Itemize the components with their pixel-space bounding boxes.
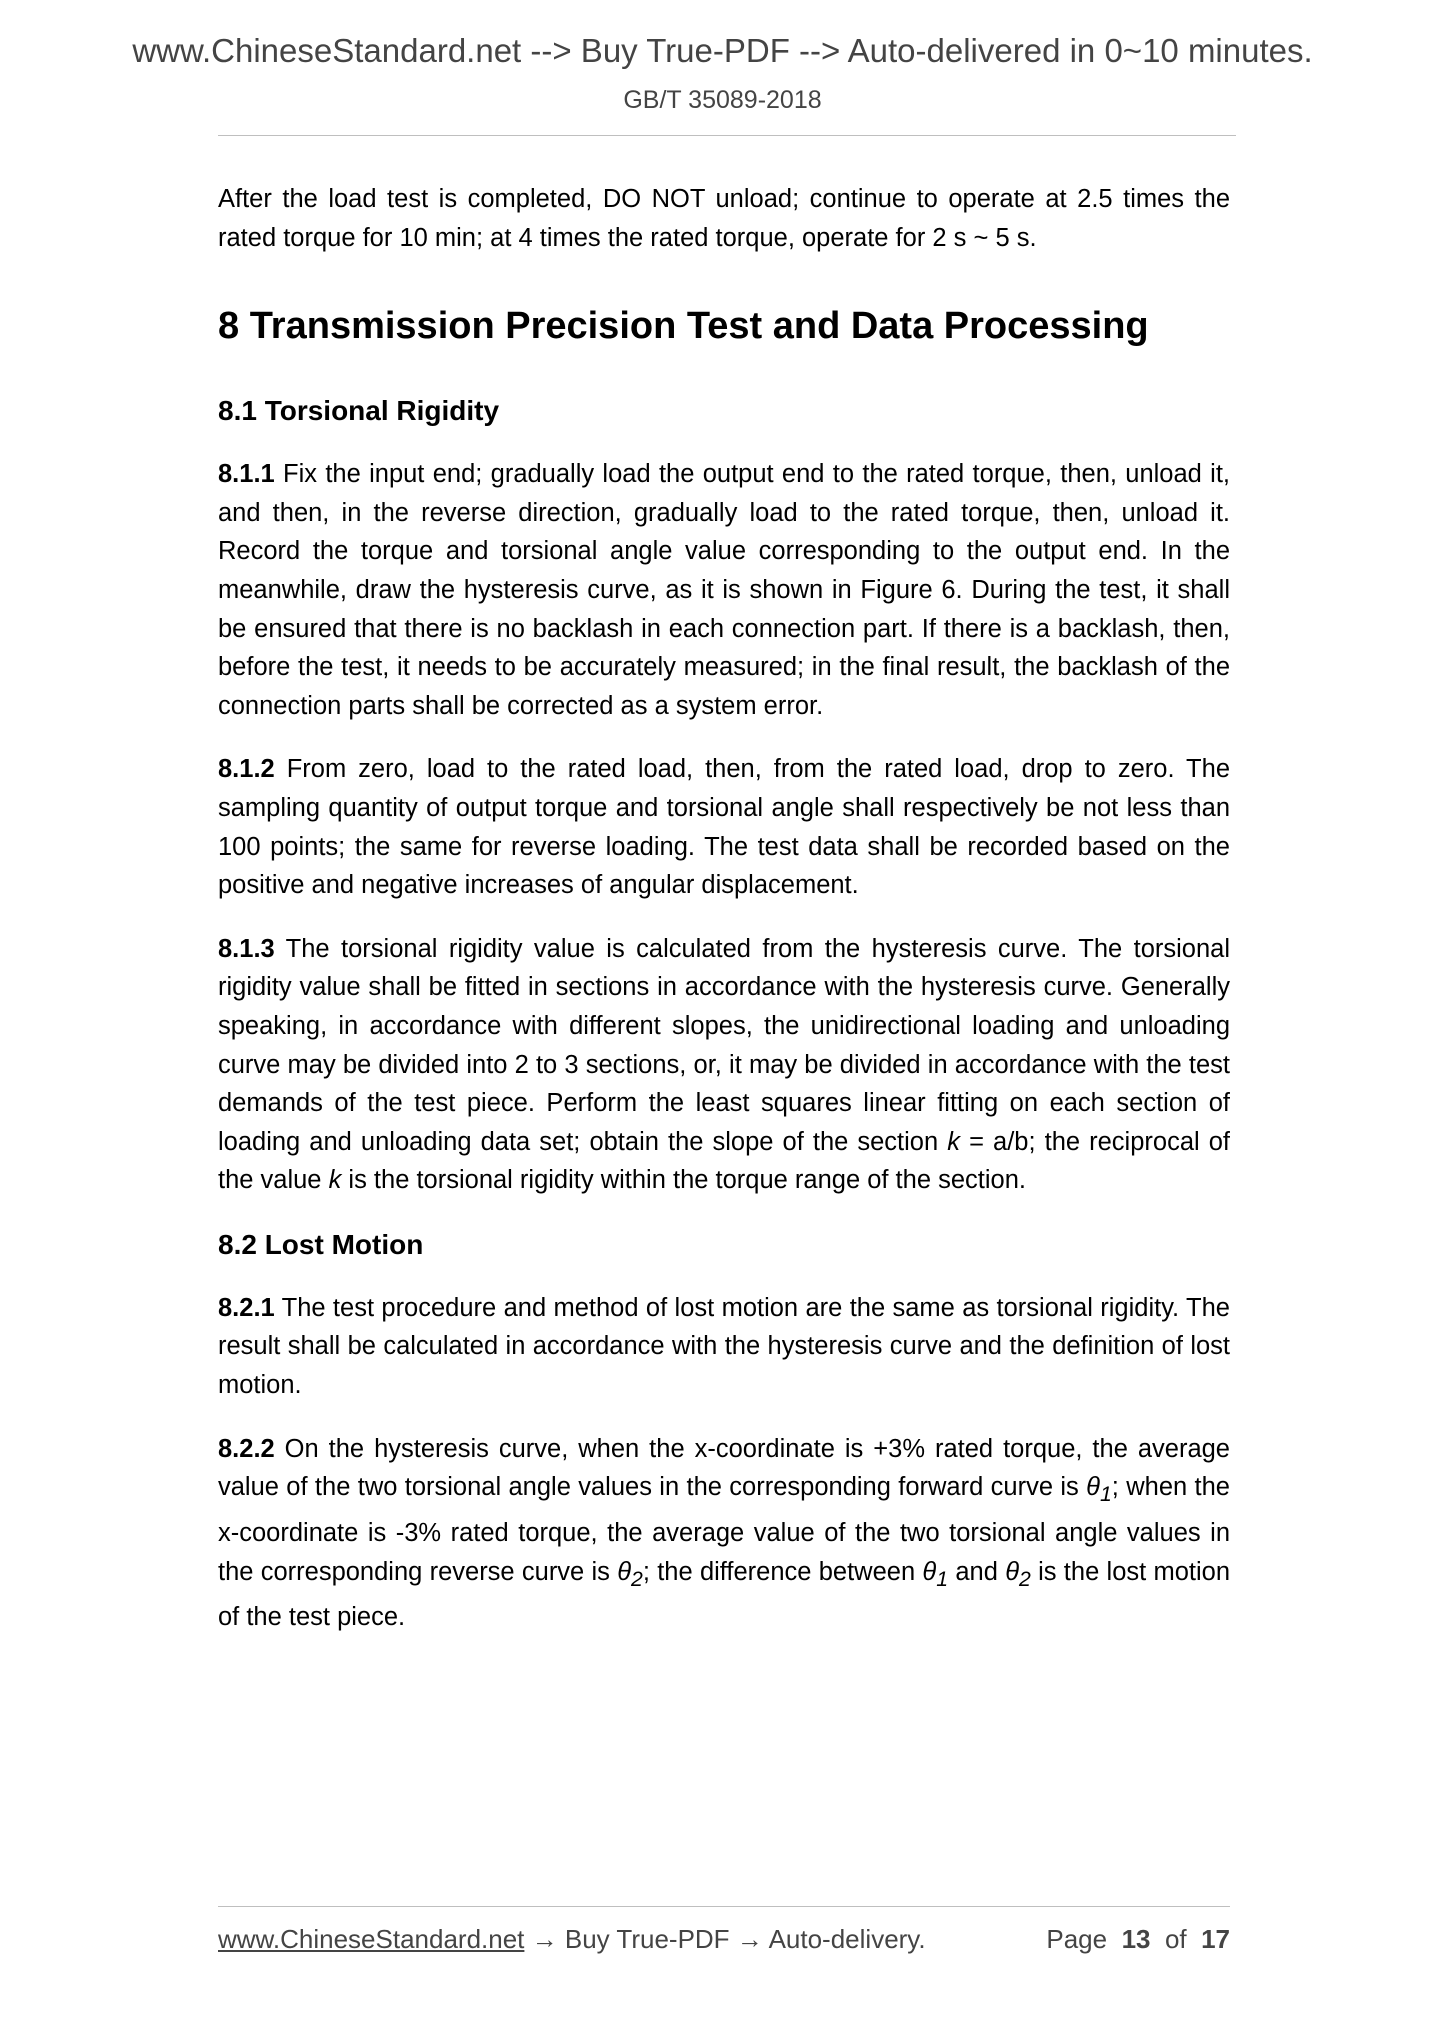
clause-number: 8.2.2 (218, 1434, 275, 1463)
header-divider (218, 135, 1236, 136)
clause-8-2-2 (218, 1430, 1230, 1637)
clause-text: On the hysteresis curve, when the x-coordinate is +3% rated torque, the average value of the two torsional angle values in the corresponding forward curve is (218, 1434, 1230, 1502)
clause-text: Fix the input end; gradually load the output end to the rated torque, then, unload it, and then, in the reverse direction, gradually load to the rated torque, then, unload it. Record the torque and torsional angle value corresponding to the output end. In the meanwhile, draw the hysteresis curve, as it is shown in Figure 6. During the test, it shall be ensured that there is no backlash in each connection part. If there is a backlash, then, before the test, it needs to be accurately measured; in the final result, the backlash of the connection parts shall be corrected as a system error. (218, 460, 1230, 720)
page-content (218, 180, 1230, 1662)
clause-text: The test procedure and method of lost motion are the same as torsional rigidity. The result shall be calculated in accordance with the hysteresis curve and the definition of lost motion. (218, 1293, 1230, 1400)
clause-text: is the torsional rigidity within the torque range of the section. (341, 1166, 1026, 1195)
clause-text: ; when the x-coordinate is -3% rated torque, the average value of the two torsional angle values in the corresponding reverse curve is (218, 1473, 1230, 1586)
section-8-heading: 8 Transmission Precision Test and Data Processing (218, 305, 1149, 348)
intro-paragraph: After the load test is completed, DO NOT unload; continue to operate at 2.5 times the rated torque for 10 min; at 4 times the rated torque, operate for 2 s ~ 5 s. (218, 185, 1230, 252)
footer-tagline: → Buy True-PDF → Auto-delivery. (524, 1924, 926, 1954)
clause-number: 8.1.1 (218, 460, 275, 489)
symbol-k: k (328, 1166, 342, 1195)
section-8-1-heading: 8.1 Torsional Rigidity (218, 395, 500, 427)
clause-8-2-1 (218, 1289, 1230, 1405)
clause-text: and (948, 1557, 1006, 1586)
top-banner: www.ChineseStandard.net --> Buy True-PDF --> Auto-delivered in 0~10 minutes. (132, 32, 1313, 69)
clause-number: 8.2.1 (218, 1293, 275, 1322)
page-footer (218, 1924, 1230, 1955)
symbol-theta-1: $\theta_1$ (1086, 1473, 1112, 1507)
clause-text: From zero, load to the rated load, then, from the rated load, drop to zero. The sampling quantity of output torque and torsional angle shall respectively be not less than 100 points; the same for reverse loading. The test data shall be recorded based on the positive and negative increases of angular displacement. (218, 755, 1230, 900)
clause-text: The torsional rigidity value is calculated from the hysteresis curve. The torsional rigidity value shall be fitted in sections in accordance with the hysteresis curve. Generally speaking, in accordance with different slopes, the unidirectional loading and unloading curve may be divided into 2 to 3 sections, or, it may be divided in accordance with the test demands of the test piece. Perform the least squares linear fitting on each section of loading and unloading data set; obtain the slope of the section (218, 934, 1230, 1156)
symbol-theta-2: $\theta_2$ (1005, 1557, 1031, 1591)
clause-8-1-2 (218, 750, 1230, 904)
clause-number: 8.1.3 (218, 934, 275, 963)
total-pages: 17 (1201, 1924, 1230, 1954)
footer-divider (218, 1906, 1230, 1907)
current-page: 13 (1121, 1924, 1151, 1954)
clause-8-1-1 (218, 455, 1230, 725)
footer-site-link[interactable]: www.ChineseStandard.net (218, 1924, 525, 1954)
symbol-theta-1: $\theta_1$ (922, 1557, 949, 1591)
clause-number: 8.1.2 (218, 755, 275, 784)
symbol-k: k (947, 1127, 960, 1156)
symbol-theta-2: $\theta_2$ (617, 1557, 643, 1591)
clause-8-1-3 (218, 930, 1230, 1200)
clause-text: = a/b; the reciprocal of the value (218, 1127, 1231, 1195)
clause-text: ; the difference between (642, 1557, 923, 1586)
section-8-2-heading: 8.2 Lost Motion (218, 1228, 424, 1260)
clause-text: is the lost motion of the test piece. (218, 1557, 1231, 1632)
standard-number: GB/T 35089-2018 (623, 86, 822, 114)
page-counter: Page 13 of 17 (1046, 1924, 1230, 1954)
